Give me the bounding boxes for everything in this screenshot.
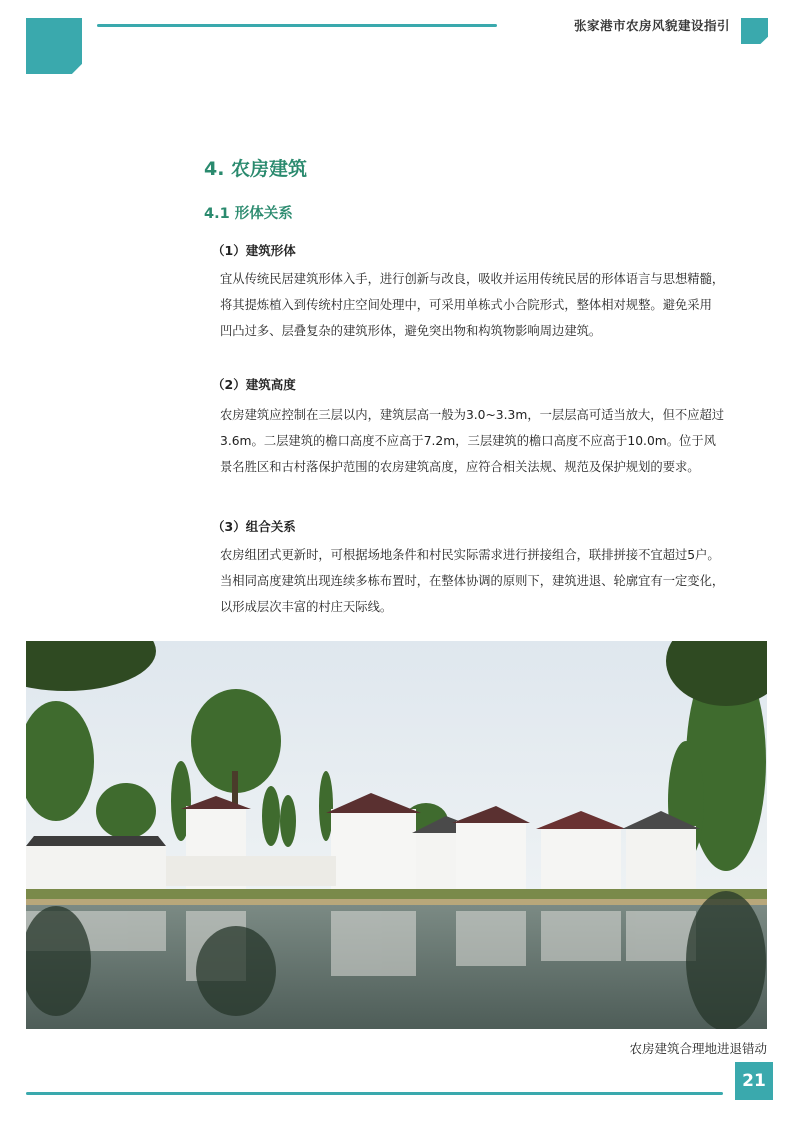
paragraph-height bbox=[220, 402, 765, 480]
footer-rule bbox=[26, 1092, 723, 1095]
paragraph-combination bbox=[220, 542, 765, 620]
paragraph-line: 3.6m。二层建筑的檐口高度不应高于7.2m，三层建筑的檐口高度不应高于10.0m。位于风 bbox=[220, 434, 716, 448]
paragraph-line: 当相同高度建筑出现连续多栋布置时，在整体协调的原则下，建筑进退、轮廓宜有一定变化， bbox=[220, 574, 725, 588]
paragraph-line: 农房组团式更新时，可根据场地条件和村民实际需求进行拼接组合，联排拼接不宜超过5户。 bbox=[220, 548, 720, 562]
paragraph-line: 宜从传统民居建筑形体入手，进行创新与改良，吸收并运用传统民居的形体语言与思想精髓， bbox=[220, 272, 725, 286]
paragraph-line: 将其提炼植入到传统村庄空间处理中，可采用单栋式小合院形式，整体相对规整。避免采用 bbox=[220, 298, 712, 312]
corner-decoration-top-right bbox=[741, 18, 768, 44]
section-heading: 4. 农房建筑 bbox=[204, 158, 308, 180]
subsection-heading: 4.1 形体关系 bbox=[204, 206, 293, 222]
paragraph-form bbox=[220, 266, 765, 344]
item-heading-combination: （3）组合关系 bbox=[212, 519, 296, 534]
village-photo bbox=[26, 641, 767, 1029]
paragraph-line: 以形成层次丰富的村庄天际线。 bbox=[220, 600, 393, 614]
figure-caption: 农房建筑合理地进退错动 bbox=[629, 1041, 767, 1056]
item-heading-form: （1）建筑形体 bbox=[212, 243, 296, 258]
corner-decoration-top-left bbox=[26, 18, 82, 74]
paragraph-line: 凹凸过多、层叠复杂的建筑形体，避免突出物和构筑物影响周边建筑。 bbox=[220, 324, 602, 338]
paragraph-line: 景名胜区和古村落保护范围的农房建筑高度，应符合相关法规、规范及保护规划的要求。 bbox=[220, 460, 700, 474]
page-number: 21 bbox=[735, 1062, 773, 1100]
header-rule bbox=[97, 24, 497, 27]
paragraph-line: 农房建筑应控制在三层以内，建筑层高一般为3.0~3.3m，一层层高可适当放大，但不应超过 bbox=[220, 408, 725, 422]
item-heading-height: （2）建筑高度 bbox=[212, 377, 296, 392]
header-title: 张家港市农房风貌建设指引 bbox=[573, 18, 730, 33]
